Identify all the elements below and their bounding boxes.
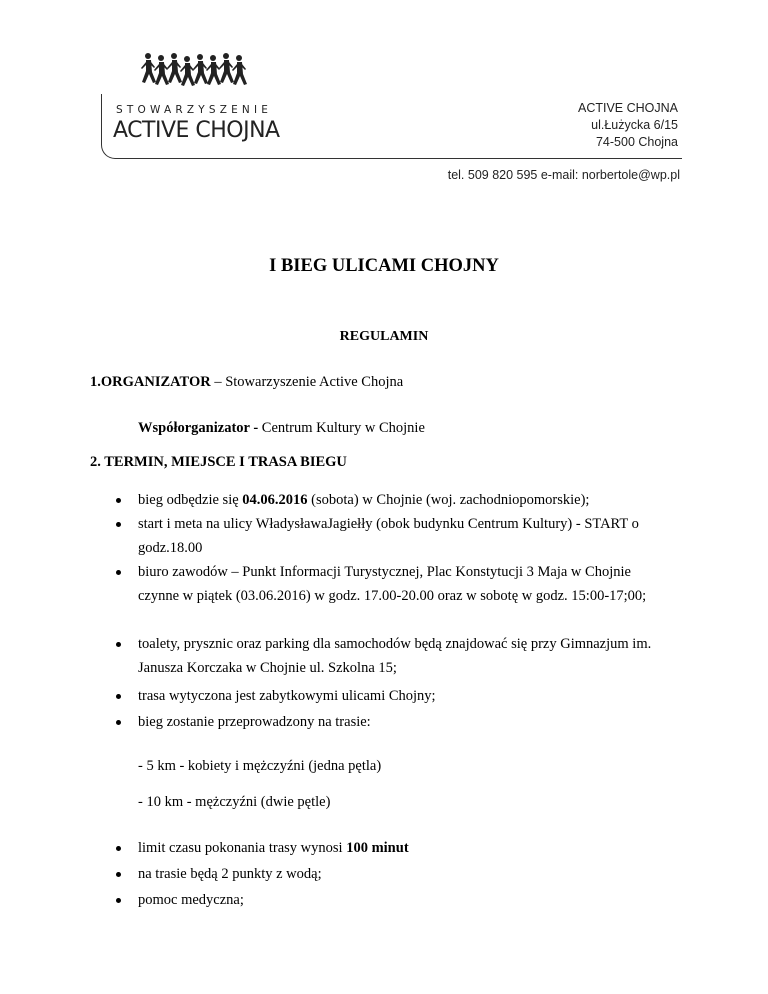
list-item-text: bieg odbędzie się	[138, 492, 243, 508]
list-item: pomoc medyczna;	[138, 888, 244, 912]
section-heading: 2. TERMIN, MIEJSCE I TRASA BIEGU	[90, 454, 347, 470]
co-organizer-label: Współorganizator -	[138, 420, 259, 436]
list-item: trasa wytyczona jest zabytkowymi ulicami Chojny;	[138, 684, 436, 708]
section-organizer	[90, 374, 403, 391]
co-organizer-text: Centrum Kultury w Chojnie	[258, 420, 425, 436]
runners-silhouette-icon	[140, 52, 250, 92]
list-item: biuro zawodów – Punkt Informacji Turystycznej, Plac Konstytucji 3 Maja w Chojnie czynne w piątek (03.06.2016) w godz. 17.00-20.00 oraz w sobotę w godz. 15:00-17;00;	[138, 560, 673, 608]
document-title: I BIEG ULICAMI CHOJNY	[269, 256, 499, 276]
runner-figure	[219, 53, 234, 83]
list-item	[138, 488, 589, 512]
runner-figure	[206, 55, 221, 85]
list-item: na trasie będą 2 punkty z wodą;	[138, 862, 322, 886]
co-organizer	[138, 420, 425, 437]
runner-figure	[167, 53, 182, 83]
route-option: - 5 km - kobiety i mężczyźni (jedna pętla)	[138, 758, 382, 774]
list-item-text: limit czasu pokonania trasy wynosi	[138, 840, 347, 856]
list-item	[138, 836, 409, 860]
org-prefix: STOWARZYSZENIE	[116, 104, 273, 116]
address-line: ACTIVE CHOJNA	[577, 101, 678, 115]
list-item: start i meta na ulicy WładysławaJagiełły (obok budynku Centrum Kultury) - START o godz.18.00	[138, 512, 673, 560]
document-subtitle: REGULAMIN	[339, 329, 429, 344]
event-date: 04.06.2016	[242, 492, 308, 508]
list-item-text: (sobota) w Chojnie (woj. zachodniopomorskie);	[307, 492, 590, 508]
runner-figure	[232, 55, 247, 85]
time-limit: 100 minut	[346, 840, 409, 856]
section-text: – Stowarzyszenie Active Chojna	[210, 374, 404, 390]
contact-info: tel. 509 820 595 e-mail: norbertole@wp.pl	[447, 168, 680, 182]
address-line: ul.Łużycka 6/15	[591, 118, 678, 132]
address-line: 74-500 Chojna	[595, 135, 678, 149]
section-heading: 1.ORGANIZATOR	[90, 374, 211, 390]
address-block	[578, 100, 678, 151]
runner-figure	[154, 55, 169, 85]
list-item: bieg zostanie przeprowadzony na trasie:	[138, 710, 371, 734]
runner-figure	[180, 56, 195, 86]
org-name: ACTIVE CHOJNA	[113, 118, 280, 143]
list-item: toalety, prysznic oraz parking dla samochodów będą znajdować się przy Gimnazjum im. Janusza Korczaka w Chojnie ul. Szkolna 15;	[138, 632, 673, 680]
runner-figure	[193, 54, 208, 84]
runner-figure	[141, 53, 156, 83]
route-option: - 10 km - mężczyźni (dwie pętle)	[138, 794, 331, 810]
